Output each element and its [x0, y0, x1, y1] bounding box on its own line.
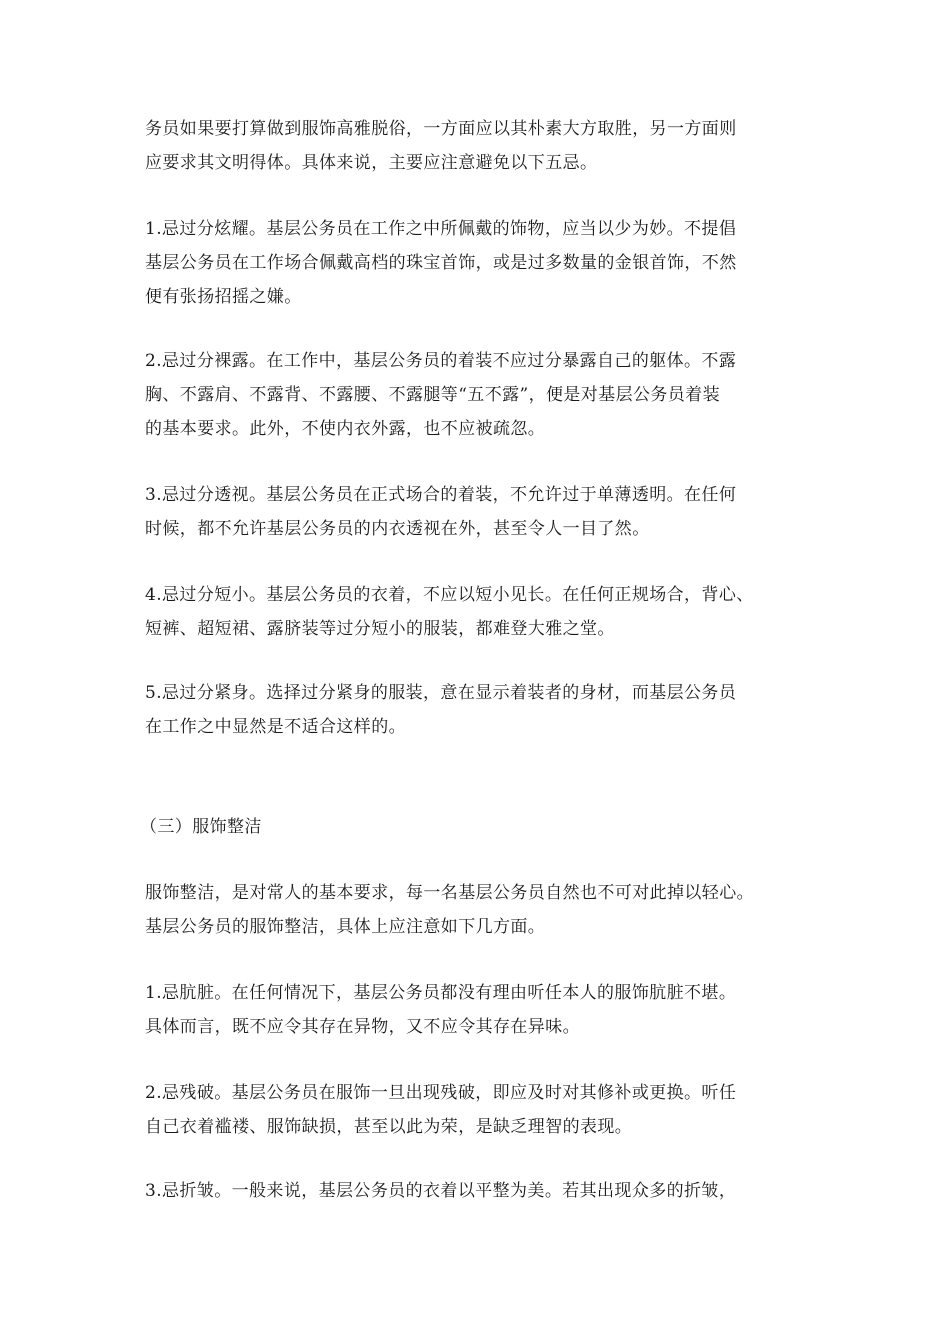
paragraph-item-4	[145, 578, 825, 646]
paragraph-item-2	[145, 344, 825, 446]
text-line: 的基本要求。此外，不使内衣外露，也不应被疏忽。	[145, 419, 546, 439]
text-line: 时候，都不允许基层公务员的内衣透视在外，甚至令人一目了然。	[145, 519, 650, 539]
text-line: 5.忌过分紧身。选择过分紧身的服装，意在显示着装者的身材，而基层公务员	[145, 683, 737, 703]
text-line: 3.忌折皱。一般来说，基层公务员的衣着以平整为美。若其出现众多的折皱，	[145, 1181, 737, 1201]
text-line: 务员如果要打算做到服饰高雅脱俗，一方面应以其朴素大方取胜，另一方面则	[145, 119, 737, 139]
text-line: 具体而言，既不应令其存在异物，又不应令其存在异味。	[145, 1017, 580, 1037]
paragraph-item-5	[145, 676, 825, 744]
paragraph-clean-item-3	[145, 1174, 825, 1208]
text-line: 4.忌过分短小。基层公务员的衣着，不应以短小见长。在任何正规场合，背心、	[145, 585, 754, 605]
text-line: 基层公务员在工作场合佩戴高档的珠宝首饰，或是过多数量的金银首饰，不然	[145, 253, 737, 273]
paragraph-section-intro	[145, 876, 825, 944]
text-line: 1.忌过分炫耀。基层公务员在工作之中所佩戴的饰物，应当以少为妙。不提倡	[145, 219, 737, 239]
text-line: 基层公务员的服饰整洁，具体上应注意如下几方面。	[145, 917, 546, 937]
text-line: 胸、不露肩、不露背、不露腰、不露腿等“五不露”，便是对基层公务员着装	[145, 385, 720, 405]
paragraph-clean-item-2	[145, 1076, 825, 1144]
paragraph-intro	[145, 112, 825, 180]
text-line: 2.忌残破。基层公务员在服饰一旦出现残破，即应及时对其修补或更换。听任	[145, 1083, 737, 1103]
text-line: 自己衣着褴褛、服饰缺损，甚至以此为荣，是缺乏理智的表现。	[145, 1117, 633, 1137]
text-line: 3.忌过分透视。基层公务员在正式场合的着装，不允许过于单薄透明。在任何	[145, 485, 737, 505]
text-line: 1.忌肮脏。在任何情况下，基层公务员都没有理由听任本人的服饰肮脏不堪。	[145, 983, 737, 1003]
text-line: 应要求其文明得体。具体来说，主要应注意避免以下五忌。	[145, 153, 598, 173]
text-line: 服饰整洁，是对常人的基本要求，每一名基层公务员自然也不可对此掉以轻心。	[145, 883, 754, 903]
paragraph-clean-item-1	[145, 976, 825, 1044]
paragraph-item-3	[145, 478, 825, 546]
text-line: 便有张扬招摇之嫌。	[145, 287, 302, 307]
text-line: 2.忌过分裸露。在工作中，基层公务员的着装不应过分暴露自己的躯体。不露	[145, 351, 737, 371]
text-line: 短裤、超短裙、露脐装等过分短小的服装，都难登大雅之堂。	[145, 619, 615, 639]
text-line: 在工作之中显然是不适合这样的。	[145, 717, 406, 737]
section-heading: （三）服饰整洁	[140, 817, 262, 837]
paragraph-item-1	[145, 212, 825, 314]
